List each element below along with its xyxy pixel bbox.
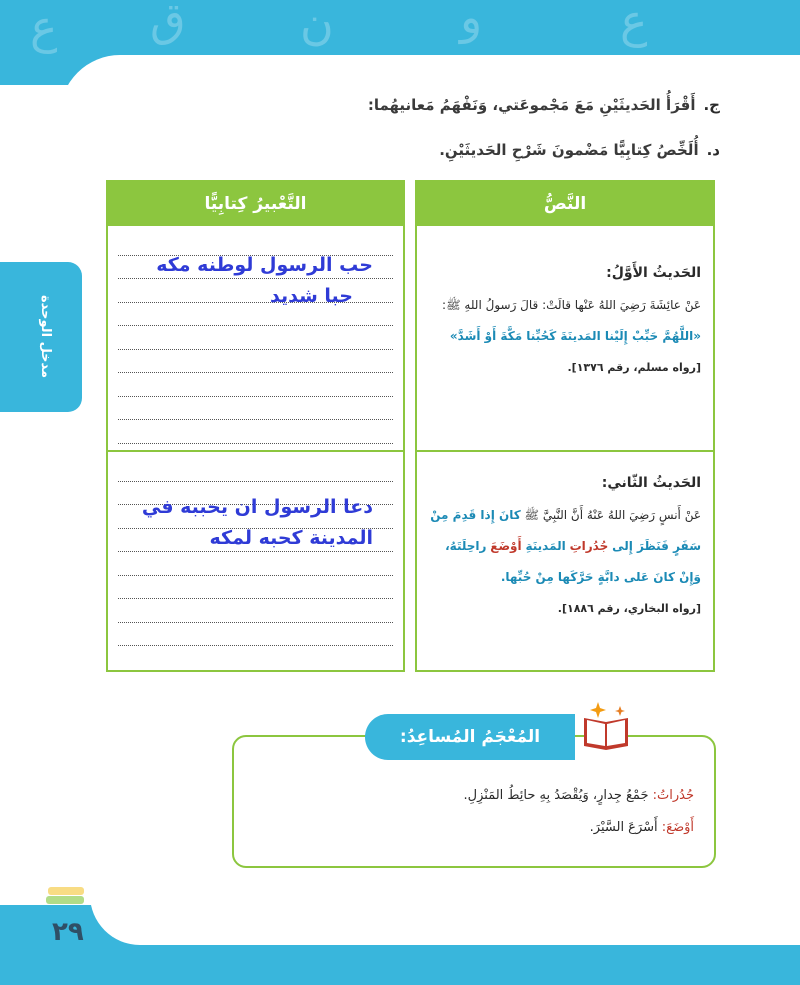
glossary-term: أَوْضَعَ: xyxy=(661,820,694,835)
side-tab[interactable] xyxy=(0,262,82,412)
text-column xyxy=(415,180,715,672)
row-divider xyxy=(417,450,713,452)
header-band xyxy=(0,0,800,85)
hadith-1-ref: [رواه مسلم، رقم ١٣٧٦]. xyxy=(567,361,701,374)
hadith-1-title: الحَديثُ الأَوَّلُ: xyxy=(606,265,701,281)
hadith-2 xyxy=(429,472,701,624)
glossary-item-2 xyxy=(590,820,694,835)
hadith-2-title: الحَديثُ الثّاني: xyxy=(601,475,701,491)
hadith-1-intro: عَنْ عائِشَةَ رَضِيَ اللهُ عَنْها قالَتْ: قالَ رَسولُ اللهِ ﷺ: xyxy=(442,298,701,312)
glossary-term: جُدُراتُ: xyxy=(652,788,694,803)
decor-glyph: ن xyxy=(300,0,334,50)
text-column-header: النَّصُّ xyxy=(417,182,713,226)
hadith-2-intro: عَنْ أَنسٍ رَضِيَ اللهُ عَنْهُ أَنَّ النَّبِيَّ ﷺ xyxy=(524,508,701,522)
writing-column-header: التَّعْبيرُ كِتابِيًّا xyxy=(108,182,403,226)
answer-2-line-1: دعا الرسول ان يحببه في xyxy=(141,496,373,518)
glossary-item-1 xyxy=(464,788,694,803)
instruction-letter: ج. xyxy=(703,96,720,114)
instruction-c xyxy=(368,96,720,114)
hadith-2-quote-a: كانَ إِذا قَدِمَ مِنْ سَفَرٍ فَنَظَرَ إِلى xyxy=(430,508,701,553)
decor-glyph: ق xyxy=(150,0,186,46)
page-number: ٢٩ xyxy=(52,917,84,947)
footer-band xyxy=(0,905,800,985)
handwritten-answer-1 xyxy=(156,250,373,312)
open-book-icon xyxy=(578,700,634,752)
side-tab-label: مدخل الوحدة xyxy=(38,295,53,379)
instruction-text: أُلَخِّصُ كِتابِيًّا مَضْمونَ شَرْحِ الحَديثَيْنِ. xyxy=(439,141,699,159)
page-sheet-corner xyxy=(60,55,800,85)
glossary-definition: أَسْرَعَ السَّيْرَ. xyxy=(589,820,658,835)
instruction-d xyxy=(439,141,720,159)
writing-column xyxy=(106,180,405,672)
handwritten-answer-2 xyxy=(142,492,373,554)
decor-glyph: و xyxy=(460,0,483,44)
hadith-2-term-2: أَوْضَعَ xyxy=(490,539,522,553)
glossary-title: المُعْجَمُ المُساعِدُ: xyxy=(365,714,575,760)
hadith-2-quote-c: راحِلَتَهُ، وَإِنْ كانَ عَلى دابَّةٍ حَرَّكَها مِنْ حُبِّها. xyxy=(445,539,701,584)
glossary-definition: جَمْعُ جِدارٍ، وَيُقْصَدُ بِهِ حائِطُ المَنْزِلِ. xyxy=(463,788,649,803)
hadith-1 xyxy=(429,262,701,383)
answer-1-line-1: حب الرسول لوطنه مكه xyxy=(156,254,373,276)
row-divider xyxy=(108,450,403,452)
page-sheet-corner xyxy=(90,905,800,945)
book-stack-icon xyxy=(44,879,88,915)
answer-2-line-2: المدينة كحبه لمكه xyxy=(209,527,373,549)
decor-glyph: ع xyxy=(30,0,58,54)
hadith-2-ref: [رواه البخاري، رقم ١٨٨٦]. xyxy=(557,602,701,615)
answer-1-line-2: حبا شديد xyxy=(270,285,353,307)
instruction-text: أَقْرَأُ الحَديثَيْنِ مَعَ مَجْموعَتي، وَنَفْهَمُ مَعانيهُما: xyxy=(367,96,696,114)
hadith-2-quote-b: المَدينَةِ xyxy=(525,539,566,553)
instruction-letter: د. xyxy=(706,141,720,159)
decor-glyph: ع xyxy=(620,0,648,48)
hadith-2-term-1: جُدُراتِ xyxy=(569,539,609,553)
hadith-1-quote: «اللَّهُمَّ حَبِّبْ إِلَيْنا المَدينَةَ كَحُبِّنا مَكَّةَ أَوْ أَشَدَّ» xyxy=(449,329,701,343)
